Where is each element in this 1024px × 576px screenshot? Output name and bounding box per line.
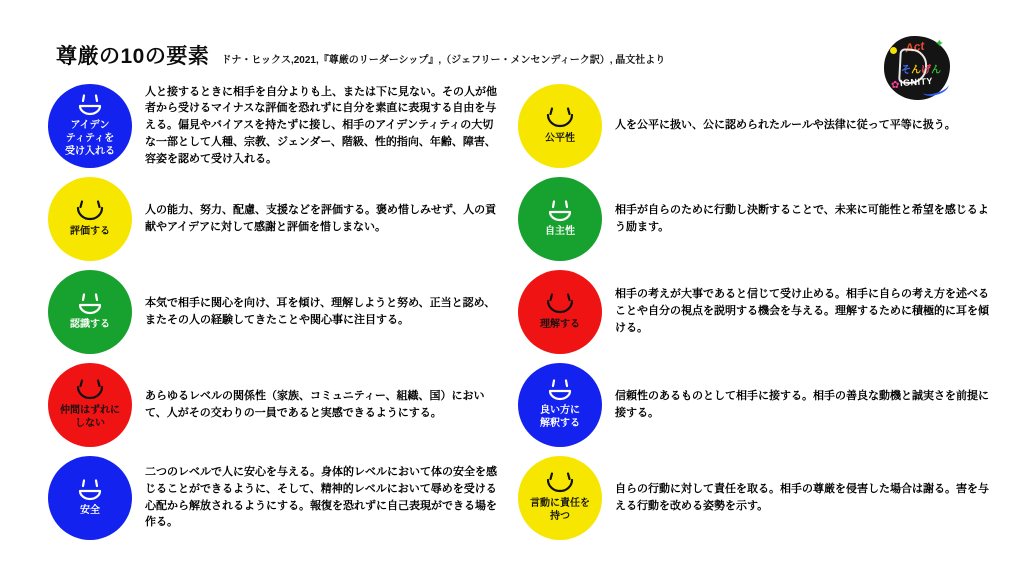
smiley-face-icon	[538, 379, 582, 403]
item-row-acknowledge	[48, 265, 503, 358]
item-description: 人と接するときに相手を自分よりも上、または下に見ない。その人が他者から受けるマイナスな評価を恐れずに自分を素直に表現する自由を与える。偏見やバイアスを持たずに接し、相手のアイデンティティの大切な一部として人種、宗教、ジェンダー、階級、性的指向、年齢、障害、容姿を認めて受け入れる。	[145, 85, 497, 165]
left-column	[48, 79, 503, 544]
logo-ignity-text: IGNITY	[899, 75, 934, 89]
item-description: 信頼性のあるものとして相手に接する。相手の善良な動機と誠実さを前提に接する。	[615, 389, 989, 419]
circle-label: 評価する	[70, 225, 110, 237]
smiley-face-icon	[68, 479, 112, 503]
circle-accountability	[518, 456, 602, 540]
item-description: 相手の考えが大事であると信じて受け止める。相手に自らの考え方を述べることや自分の視点を説明する機会を与える。理解するために積極的に耳を傾ける。	[615, 288, 989, 334]
circle-fairness	[518, 84, 602, 168]
smiley-face-icon	[538, 293, 582, 317]
item-row-safety	[48, 451, 503, 544]
item-description: あらゆるレベルの関係性（家族、コミュニティー、組織、国）において、人がその交わりの一員であると実感できるようにする。	[145, 389, 485, 419]
circle-label: 認識する	[70, 318, 110, 330]
circle-label: 自主性	[545, 225, 575, 237]
item-row-inclusion	[48, 358, 503, 451]
circle-understanding	[518, 270, 602, 354]
item-row-independence	[518, 172, 996, 265]
circle-acknowledge	[48, 270, 132, 354]
smiley-face-icon	[68, 379, 112, 403]
circle-accept-identity	[48, 84, 132, 168]
item-description: 人を公平に扱い、公に認められたルールや法律に従って平等に扱う。	[615, 119, 956, 132]
green-sparkle-icon: ✦	[934, 38, 944, 50]
circle-label: 言動に責任を 持つ	[530, 498, 590, 522]
item-description: 自らの行動に対して責任を取る。相手の尊厳を侵害した場合は謝る。害を与える行動を改める姿勢を示す。	[615, 482, 989, 512]
smiley-face-icon	[68, 293, 112, 317]
header	[56, 40, 665, 70]
smiley-face-icon	[538, 107, 582, 131]
circle-independence	[518, 177, 602, 261]
item-row-benefit-of-doubt	[518, 358, 996, 451]
circle-label: 理解する	[540, 318, 580, 330]
smiley-face-icon	[538, 200, 582, 224]
item-row-appreciate	[48, 172, 503, 265]
circle-benefit-of-doubt	[518, 363, 602, 447]
item-description: 人の能力、努力、配慮、支援などを評価する。褒め惜しみせず、人の貢献やアイデアに対して感謝と評価を惜しまない。	[145, 203, 497, 233]
logo-act-text: Act	[904, 38, 926, 56]
right-column	[518, 79, 996, 544]
pink-flower-icon: ✿	[891, 80, 900, 91]
item-description: 二つのレベルで人に安心を与える。身体的レベルにおいて体の安全を感じることができるように、そして、精神的レベルにおいて辱めを受ける心配から解放されるようにする。報復を恐れずに自己表現ができる場を作る。	[145, 466, 497, 529]
circle-safety	[48, 456, 132, 540]
item-description: 相手が自らのために行動し決断することで、未来に可能性と希望を感じるよう励ます。	[615, 203, 989, 233]
item-row-accountability	[518, 451, 996, 544]
source-citation: ドナ・ヒックス,2021,『尊厳のリーダーシップ』,（ジェフリー・メンセンディーク訳）, 晶文社より	[221, 55, 666, 66]
yellow-dot-icon	[890, 47, 897, 54]
page-title: 尊厳の10の要素	[56, 45, 210, 68]
circle-appreciate	[48, 177, 132, 261]
item-row-fairness	[518, 79, 996, 172]
circle-label: 仲間はずれに しない	[60, 405, 120, 429]
circle-inclusion	[48, 363, 132, 447]
smiley-face-icon	[538, 472, 582, 496]
item-description: 本気で相手に関心を向け、耳を傾け、理解しようと努め、正当と認め、またその人の経験してきたことや関心事に注目する。	[145, 296, 496, 326]
logo-sonken-text: そんげん	[901, 65, 941, 76]
circle-label: 公平性	[545, 132, 575, 144]
smiley-face-icon	[68, 200, 112, 224]
circle-label: 良い方に 解釈する	[540, 405, 580, 429]
item-row-understanding	[518, 265, 996, 358]
smiley-face-icon	[68, 94, 112, 118]
circle-label: 安全	[80, 504, 100, 516]
item-row-accept-identity	[48, 79, 503, 172]
circle-label: アイデン ティティを 受け入れる	[65, 119, 115, 157]
